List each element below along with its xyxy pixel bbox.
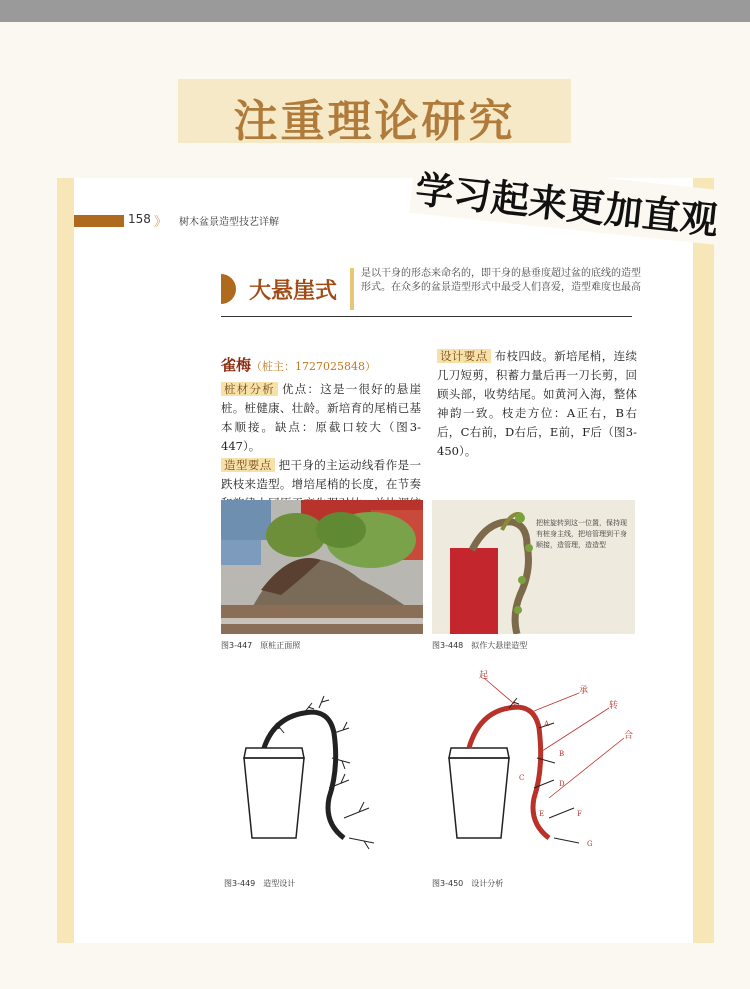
material-analysis-text: 优点：这是一很好的悬崖桩。桩健康、壮龄。新培育的尾梢已基本顺接。缺点：原截口较大（图3-447）。 — [221, 382, 421, 453]
label-g: G — [587, 840, 593, 848]
book-page — [57, 178, 714, 943]
page-content — [74, 178, 693, 943]
label-zhuan: 转 — [609, 701, 619, 711]
book-title: 树木盆景造型技艺详解 — [179, 217, 279, 228]
section-underline — [221, 316, 632, 317]
tree-name: 雀梅 — [221, 356, 252, 374]
chevron-right-icon: 》 — [154, 215, 166, 230]
handwritten-note: 学习起来更加直观 — [409, 158, 725, 245]
page-number: 158 — [128, 212, 151, 226]
figure-448-note: 把桩旋转到这一位置，保持现有桩身主线，把培管理到干身顺接，造管理，造造型 — [536, 519, 627, 549]
label-f: F — [577, 810, 582, 818]
top-bar — [0, 0, 750, 22]
section-description: 是以干身的形态来命名的，即干身的悬垂度超过盆的底线的造型形式。在众多的盆景造型形式中最受人们喜爱，造型难度也最高 — [361, 268, 641, 293]
section-marker-icon — [221, 274, 236, 304]
banner-title: 注重理论研究 — [233, 96, 516, 147]
figure-450-caption: 图3-450 设计分析 — [432, 879, 504, 888]
header-bar — [74, 215, 124, 227]
label-e: E — [539, 810, 545, 818]
design-analysis-drawing — [439, 668, 644, 878]
original-stump-photo — [221, 500, 423, 634]
label-c: C — [519, 774, 525, 782]
figure-449-caption: 图3-449 造型设计 — [224, 879, 296, 888]
tree-owner: （桩主：1727025848） — [251, 360, 377, 373]
section-title: 大悬崖式 — [249, 278, 338, 304]
design-points-tag: 造型要点 — [221, 458, 275, 472]
design-sketch-drawing — [234, 678, 429, 878]
figure-447-caption: 图3-447 原桩正面照 — [221, 641, 301, 650]
design-key-text: 布枝四歧。新培尾梢，连续几刀短剪，积蓄力量后再一刀长剪，回顾头部，收势结尾。如黄河入海，整体神韵一致。枝走方位：A正右，B右后，C右前，D右后，E前，F后（图3-450）。 — [437, 349, 638, 458]
label-a: A — [544, 720, 550, 728]
design-key-tag: 设计要点 — [437, 349, 491, 363]
section-divider — [350, 268, 354, 310]
label-d: D — [559, 780, 565, 788]
article-right-column — [437, 347, 637, 461]
material-analysis-tag: 桩材分析 — [221, 382, 278, 396]
promo-banner — [178, 79, 571, 147]
cascade-design-photo — [432, 500, 635, 634]
label-b: B — [559, 750, 565, 758]
label-qi: 起 — [479, 671, 489, 681]
label-cheng: 承 — [579, 686, 589, 696]
label-he: 合 — [624, 731, 634, 741]
design-points-text: 把干身的主运动线看作是一跌枝来造型。增培尾梢的长度，在节奏 — [221, 458, 422, 491]
figure-448-caption: 图3-448 拟作大悬崖造型 — [432, 641, 528, 650]
